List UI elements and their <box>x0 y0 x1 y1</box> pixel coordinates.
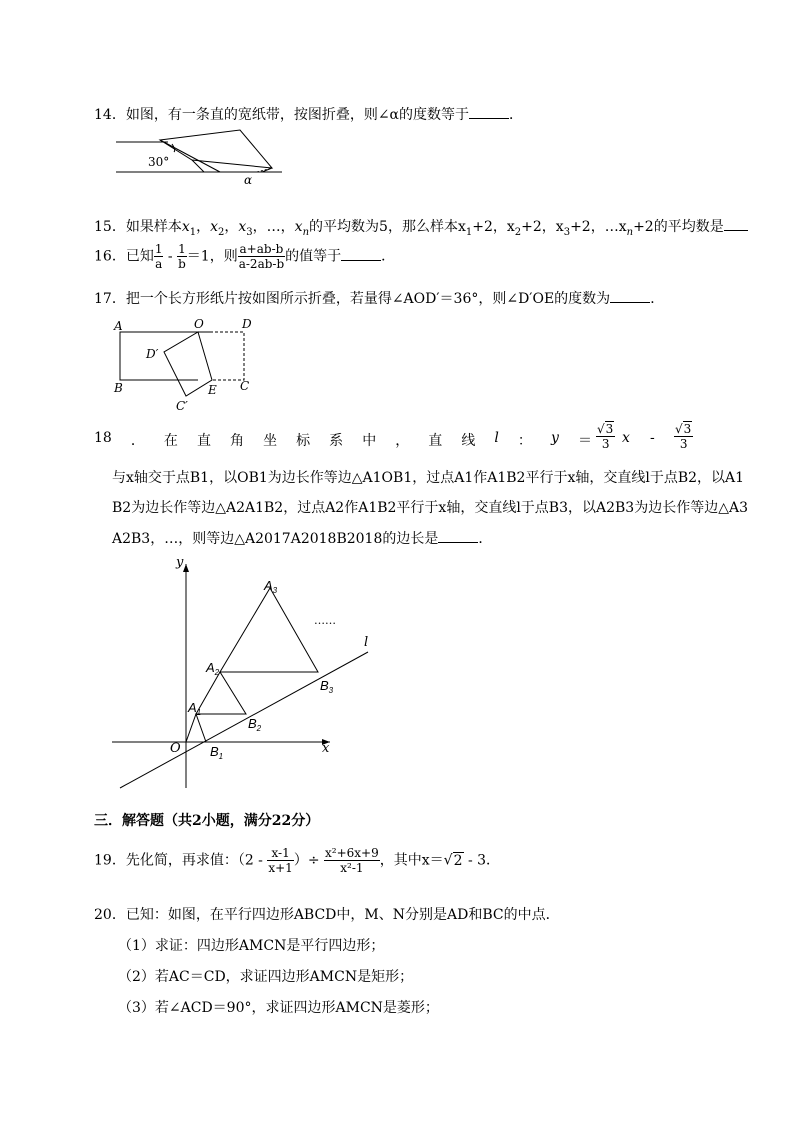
q18-axis-x-label: x <box>322 741 330 756</box>
q16-suffix: 的值等于 <box>285 248 342 265</box>
q16-frac-1a: $\frac{1}{a}$ <box>154 242 163 271</box>
q18-label-B3: $B_3$ <box>320 678 334 695</box>
q18-spread-words: 18 ． 在 直 角 坐 标 系 中 ， 直 线 l ： y ＝ <box>94 430 592 449</box>
q18-ellipsis: …… <box>314 614 336 627</box>
section-3-heading: 三．解答题（共2小题，满分22分） <box>94 813 320 829</box>
q19-close: ）÷ <box>293 852 320 869</box>
q17-stem: 17．把一个长方形纸片按如图所示折叠，若量得∠AOD′＝36°，则∠D′OE的度数为 <box>94 291 611 307</box>
q18-frac-sqrt3-x: $\frac{√3}{3}$ <box>597 422 614 451</box>
q15-prefix: 15．如果样本 <box>94 219 182 235</box>
q18-frac-sqrt3: $\frac{√3}{3}$ <box>675 422 692 451</box>
q18-axis-y-label: y <box>176 556 184 570</box>
q18-line1: 18 ． 在 直 角 坐 标 系 中 ， 直 线 l ： y ＝ $\frac{√3}{3}$ x - $\frac{√3}{3}$ <box>94 422 692 451</box>
q18-line-l-label: l <box>364 635 369 650</box>
q19-minus: - 3． <box>463 852 501 869</box>
q15-answer-blank[interactable] <box>724 218 748 231</box>
q18-origin-label: O <box>170 741 181 756</box>
q17-label-Cp: C′ <box>176 399 188 412</box>
q18-label-A2: $A_2$ <box>206 660 220 677</box>
q19-frac-1: $\frac{x-1}{x+1}$ <box>268 846 293 875</box>
q18-figure <box>112 556 374 792</box>
q14-figure <box>112 126 282 194</box>
q17-figure <box>108 314 258 412</box>
q17-label-Dp: D′ <box>146 347 159 361</box>
q16-end: ． <box>381 248 396 265</box>
q17-answer-blank[interactable] <box>610 290 650 303</box>
q18-label-A3: $A_3$ <box>264 578 278 595</box>
q16-prefix: 16．已知 <box>94 248 154 265</box>
q18-answer-blank[interactable] <box>438 530 478 543</box>
q15-suffix: 的平均数是 <box>653 219 724 235</box>
q19-sqrt-value: 2 <box>453 852 463 869</box>
q17-label-C: C <box>240 379 250 393</box>
q17-label-D: D <box>242 317 252 331</box>
q20-stem: 20．已知：如图，在平行四边形ABCD中，M、N分别是AD和BC的中点． <box>94 907 560 923</box>
q19-where: ，其中x＝ <box>379 852 444 869</box>
q18-label-A1: $A_1$ <box>188 700 202 717</box>
q18-line3: B2为边长作等边△A2A1B2，过点A2作A1B2平行于x轴，交直线l于点B3，以A2B3为边长作等边△A3 <box>112 500 748 516</box>
q14-alpha-label: α <box>244 173 253 187</box>
q19-text: 19．先化简，再求值：（2 - $\frac{x-1}{x+1}$ ）÷ $\frac{\text{x²+6x+9}}{\text{x²-1}}$ ，其中x＝√2 - 3． <box>94 846 501 875</box>
q16-answer-blank[interactable] <box>341 248 381 261</box>
q19-frac-2: $\frac{\text{x²+6x+9}}{\text{x²-1}}$ <box>325 846 379 875</box>
q20-item-3: （3）若∠ACD＝90°，求证四边形AMCN是菱形； <box>118 1000 439 1016</box>
q18-label-B1: $B_1$ <box>210 744 224 761</box>
q20-item-2: （2）若AC＝CD，求证四边形AMCN是矩形； <box>118 969 414 985</box>
q16-text: 16．已知 $\frac{1}{a}$ - $\frac{1}{b}$ ＝1，则 $\frac{a+ab-b}{a-2ab-b}$ 的值等于 ． <box>94 242 396 271</box>
q19-prefix: 19．先化简，再求值：（2 - <box>94 852 263 869</box>
q16-eq: ＝1，则 <box>186 248 238 265</box>
q14-answer-blank[interactable] <box>469 106 509 119</box>
q14-angle-label: 30° <box>148 155 170 169</box>
q17-label-O: O <box>194 317 204 331</box>
q14-end: ． <box>509 107 523 123</box>
q17-label-A: A <box>114 319 123 333</box>
q16-fraction: $\frac{a+ab-b}{a-2ab-b}$ <box>238 242 285 271</box>
q16-frac-1b: $\frac{1}{b}$ <box>178 242 186 271</box>
q17-label-E: E <box>208 383 217 397</box>
q17-text <box>94 288 664 308</box>
q18-line2: 与x轴交于点B1，以OB1为边长作等边△A1OB1，过点A1作A1B2平行于x轴，交直线l于点B2，以A1 <box>112 470 745 486</box>
q18-end: ． <box>478 531 493 547</box>
q14-stem: 14．如图，有一条直的宽纸带，按图折叠，则∠α的度数等于 <box>94 107 469 123</box>
q18-line4 <box>112 528 492 548</box>
q15-text: 15．如果样本$x_1$，$x_2$，$x_3$，…，$x_n$的平均数为5，那么样本$x_1+2$，$x_2+2$，$x_3+2$，$\dots x_n+2$的平均数是 <box>94 216 748 238</box>
q18-line4-text: A2B3，…，则等边△A2017A2018B2018的边长是 <box>112 531 439 547</box>
q18-label-B2: $B_2$ <box>248 716 262 733</box>
q17-end: ． <box>650 291 665 307</box>
q15-mid: 的平均数为5，那么样本 <box>309 219 458 235</box>
q17-label-B: B <box>114 381 123 395</box>
q14-text <box>94 104 523 124</box>
q20-item-1: （1）求证：四边形AMCN是平行四边形； <box>118 938 385 954</box>
